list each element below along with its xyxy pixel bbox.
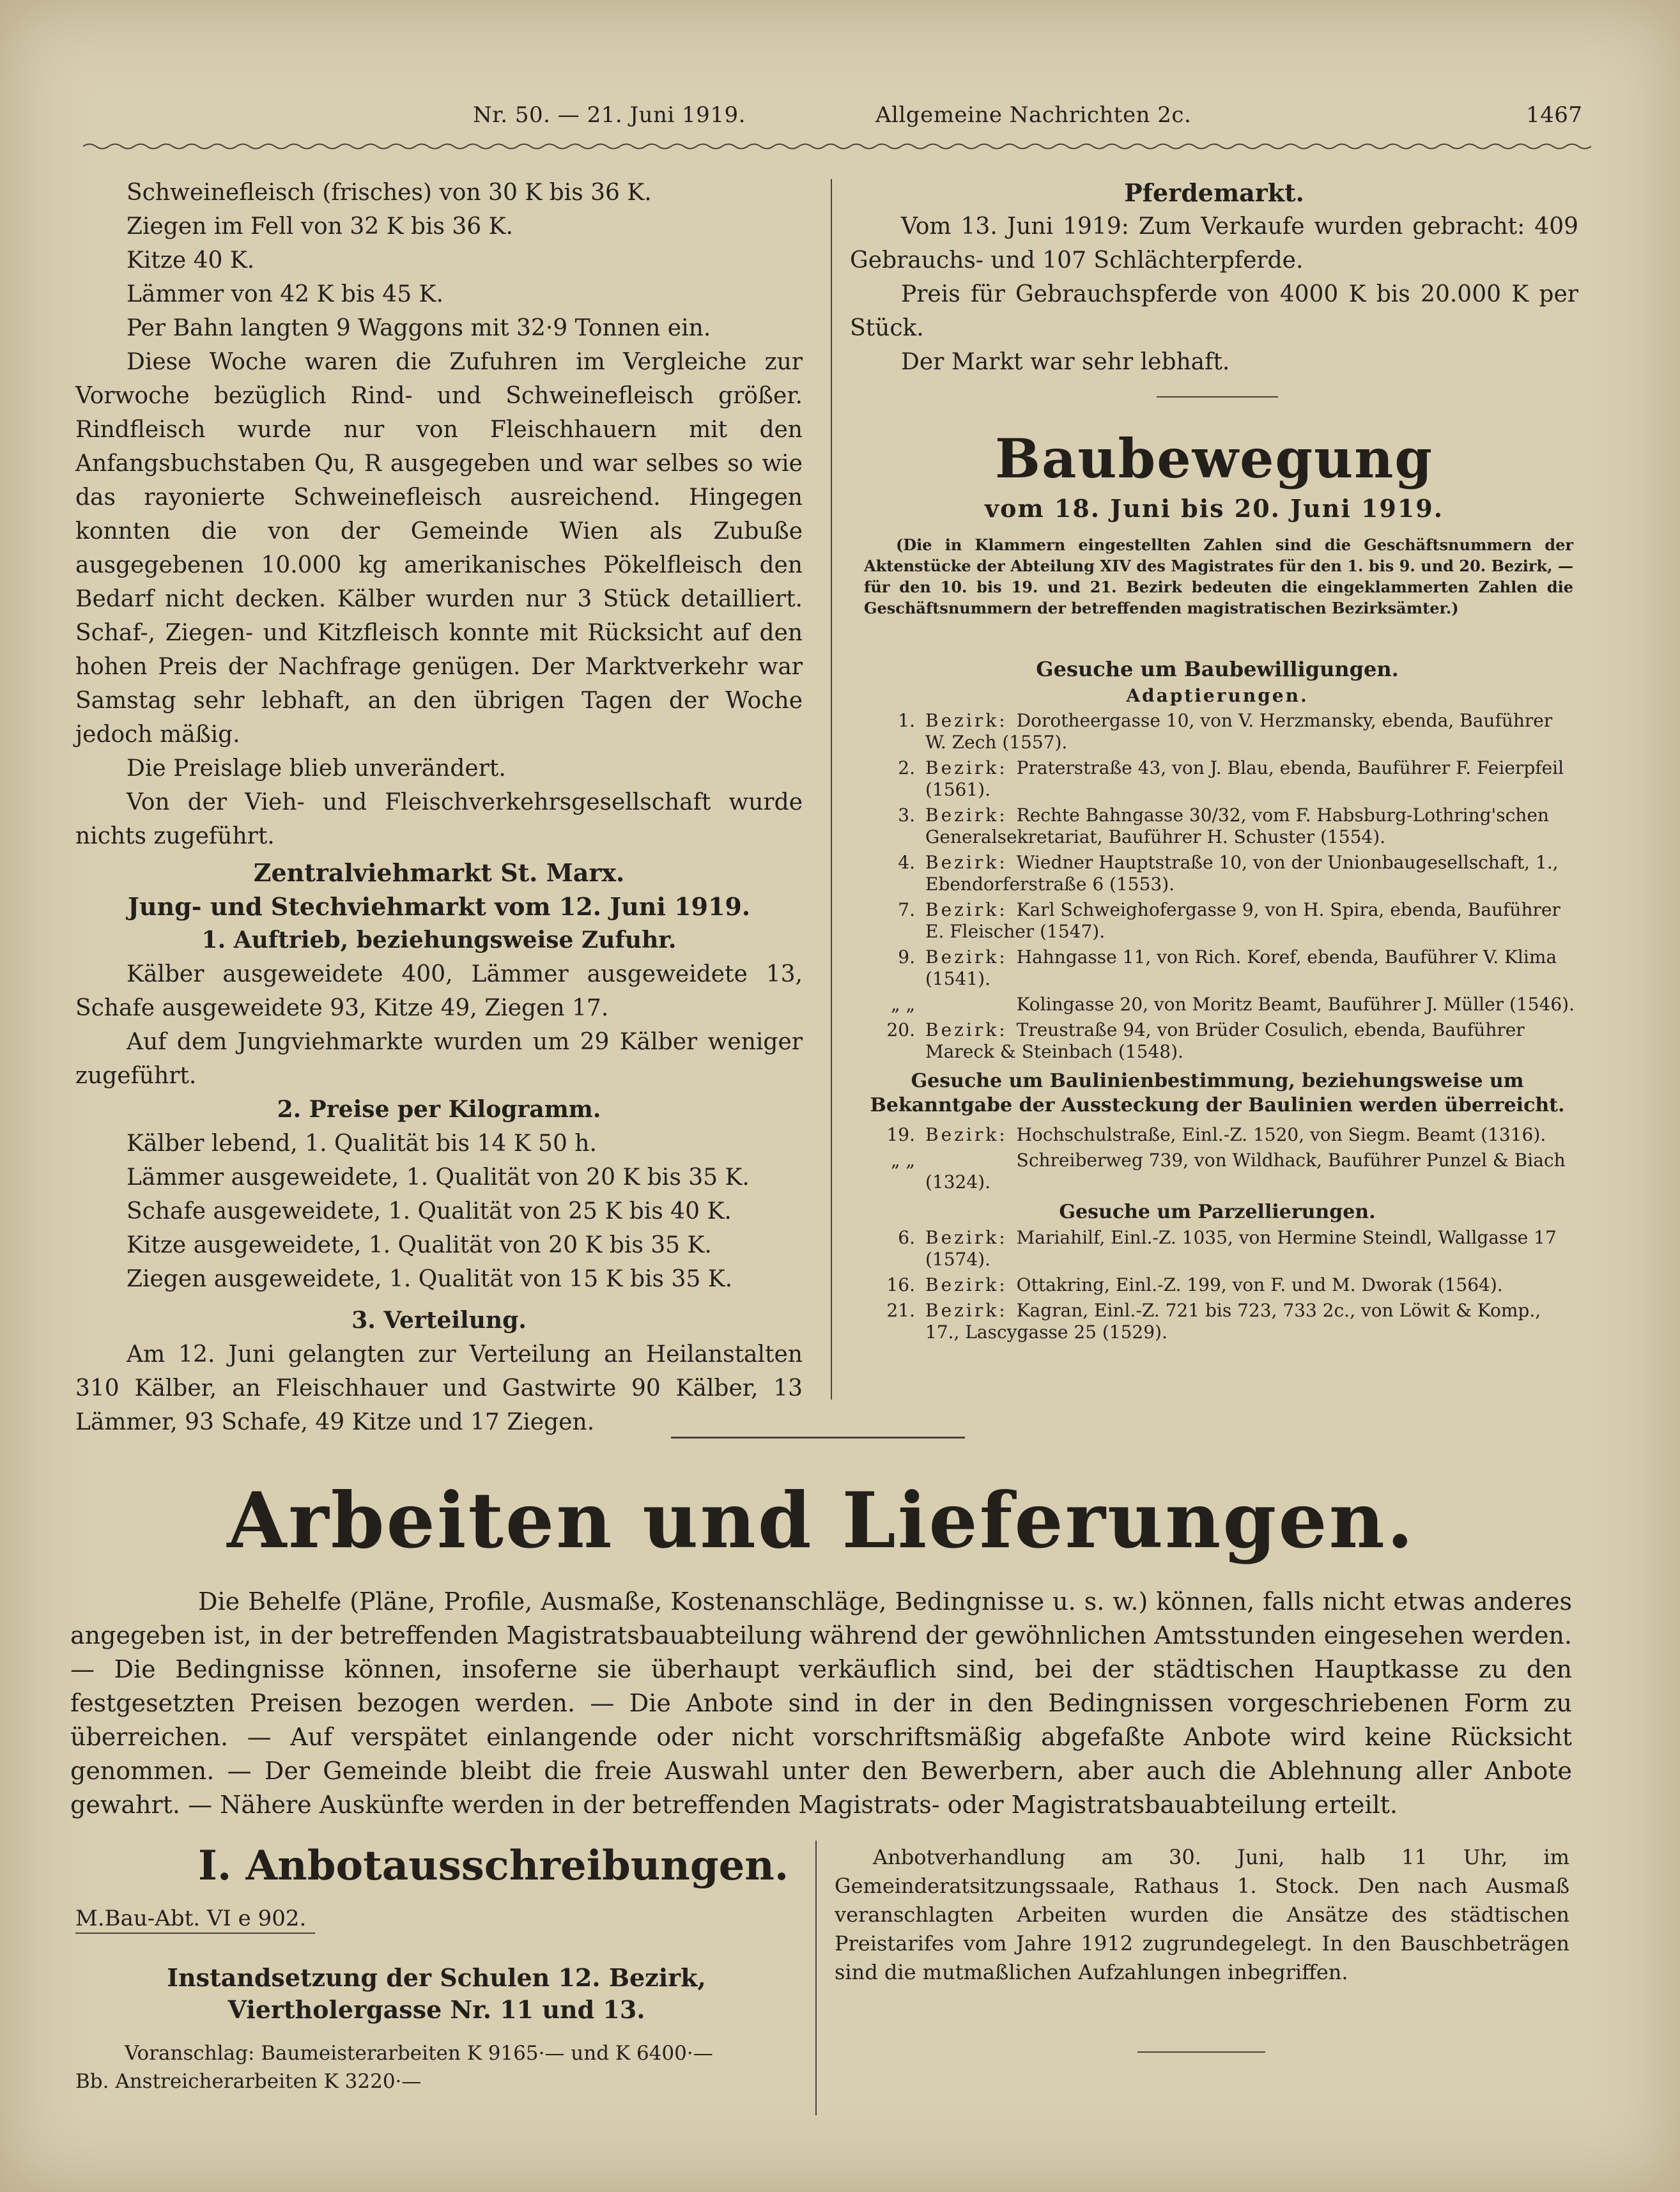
district-number: 6. [898, 1227, 915, 1248]
district-number: 16. [886, 1274, 915, 1295]
list-item [856, 1227, 1578, 1270]
list-item [856, 1150, 1578, 1193]
district-label: Bezirk: [925, 757, 1008, 778]
heading-gesuche-bau: Gesuche um Baubewilligungen. [1036, 657, 1399, 681]
market-line: Ziegen im Fell von 32 K bis 36 K. [127, 213, 513, 240]
right-column-pferdemarkt [850, 176, 1578, 379]
district-number: 2. [898, 757, 915, 778]
district-number: 3. [898, 805, 915, 826]
ditto-mark: „ „ [891, 994, 915, 1015]
heading-baulinien: Gesuche um Baulinienbestimmung, beziehungsweise um Bekanntgabe der Aussteckung der Baulinien werden überreicht. [870, 1070, 1565, 1116]
issue-line: Nr. 50. — 21. Juni 1919. [473, 102, 746, 128]
list-item [856, 994, 1578, 1015]
heading-instandsetzung: Instandsetzung der Schulen 12. Bezirk, Viertholergasse Nr. 11 und 13. [167, 1963, 706, 2024]
paragraph-verteilung: Am 12. Juni gelangten zur Verteilung an Heilanstalten 310 Kälber, an Fleischhauer und Gastwirte 90 Kälber, 13 Lämmer, 93 Schafe, 49 Kitze und 17 Ziegen. [75, 1341, 803, 1435]
paragraph-jungvieh: Auf dem Jungviehmarkte wurden um 29 Kälber weniger zugeführt. [75, 1029, 803, 1089]
district-label: Bezirk: [925, 1227, 1008, 1248]
section-title: Allgemeine Nachrichten 2c. [875, 102, 1192, 128]
list-item [856, 1300, 1578, 1343]
list-item [856, 757, 1578, 801]
list-item [856, 805, 1578, 848]
heading-zentralviehmarkt: Zentralviehmarkt St. Marx. [253, 858, 625, 887]
list-item [856, 1124, 1578, 1146]
price-line: Ziegen ausgeweidete, 1. Qualität von 15 K bis 35 K. [127, 1266, 733, 1292]
entry-text: Karl Schweighofergasse 9, von H. Spira, ebenda, Bauführer E. Fleischer (1547). [925, 899, 1561, 942]
column-divider-bottom [815, 1841, 817, 2115]
market-line: Per Bahn langten 9 Waggons mit 32·9 Tonnen ein. [127, 315, 711, 341]
district-label: Bezirk: [925, 852, 1008, 873]
ditto-mark: „ „ [891, 1150, 915, 1171]
price-line: Schafe ausgeweidete, 1. Qualität von 25 K bis 40 K. [127, 1198, 732, 1224]
market-line: Schweinefleisch (frisches) von 30 K bis 36 K. [127, 180, 652, 206]
entry-text: Kolingasse 20, von Moritz Beamt, Bauführer J. Müller (1546). [1016, 994, 1575, 1015]
title-baubewegung: Baubewegung [994, 427, 1434, 490]
market-line: Lämmer von 42 K bis 45 K. [127, 281, 443, 307]
list-item [856, 899, 1578, 943]
baubewilligungen-list [856, 651, 1578, 1347]
list-item [856, 1019, 1578, 1063]
paragraph-pferdepreis: Preis für Gebrauchspferde von 4000 K bis 20.000 K per Stück. [850, 281, 1578, 341]
paragraph-gesellschaft: Von der Vieh- und Fleischverkehrsgesellschaft wurde nichts zugeführt. [75, 789, 803, 849]
price-line: Kälber lebend, 1. Qualität bis 14 K 50 h. [127, 1131, 597, 1157]
entry-text: Ottakring, Einl.-Z. 199, von F. und M. Dworak (1564). [1016, 1274, 1503, 1295]
price-line: Kitze ausgeweidete, 1. Qualität von 20 K bis 35 K. [127, 1232, 712, 1258]
entry-text: Hahngasse 11, von Rich. Koref, ebenda, Bauführer V. Klima (1541). [925, 946, 1557, 989]
short-rule [1157, 396, 1278, 397]
entry-text: Wiedner Hauptstraße 10, von der Unionbaugesellschaft, 1., Ebendorferstraße 6 (1553). [925, 852, 1559, 895]
district-label: Bezirk: [925, 1019, 1008, 1040]
district-number: 4. [898, 852, 915, 873]
district-number: 20. [886, 1019, 915, 1040]
entry-text: Praterstraße 43, von J. Blau, ebenda, Bauführer F. Feierpfeil (1561). [925, 757, 1564, 800]
paragraph-prices: Die Preislage blieb unverändert. [127, 755, 506, 782]
paragraph-pferde: Vom 13. Juni 1919: Zum Verkaufe wurden gebracht: 409 Gebrauchs- und 107 Schlächterpferde. [850, 213, 1578, 274]
short-rule-bottom [1137, 2051, 1265, 2053]
district-label: Bezirk: [925, 1300, 1008, 1321]
entry-text: Treustraße 94, von Brüder Cosulich, ebenda, Bauführer Mareck & Steinbach (1548). [925, 1019, 1525, 1062]
market-line: Kitze 40 K. [127, 247, 255, 274]
heading-pferdemarkt: Pferdemarkt. [1124, 178, 1304, 207]
voranschlag-line: Bb. Anstreicherarbeiten K 3220·— [75, 2070, 422, 2093]
list-item [856, 946, 1578, 990]
district-label: Bezirk: [925, 805, 1008, 826]
entry-text: Dorotheergasse 10, von V. Herzmansky, ebenda, Bauführer W. Zech (1557). [925, 710, 1553, 753]
district-label: Bezirk: [925, 1124, 1008, 1145]
paragraph-auftrieb: Kälber ausgeweidete 400, Lämmer ausgeweidete 13, Schafe ausgeweidete 93, Kitze 49, Ziegen 17. [75, 961, 803, 1021]
note-baubewegung: (Die in Klammern eingestellten Zahlen sind die Geschäftsnummern der Aktenstücke der Abteilung XIV des Magistrates für den 1. bis 9. und 20. Bezirk, — für den 10. bis 19. und 21. Bezirk bedeuten die eingeklammerten Zahlen die Geschäftsnummern der betreffenden magistratischen Bezirksämter.) [864, 536, 1573, 617]
district-label: Bezirk: [925, 1274, 1008, 1295]
entry-text: Hochschulstraße, Einl.-Z. 1520, von Siegm. Beamt (1316). [1016, 1124, 1546, 1145]
district-number: 9. [898, 946, 915, 968]
district-label: Bezirk: [925, 710, 1008, 731]
section-divider [671, 1437, 965, 1439]
entry-text: Kagran, Einl.-Z. 721 bis 723, 733 2c., von Löwit & Komp., 17., Lascygasse 25 (1529). [925, 1300, 1541, 1343]
entry-text: Mariahilf, Einl.-Z. 1035, von Hermine Steindl, Wallgasse 17 (1574). [925, 1227, 1557, 1270]
column-divider-top [831, 179, 832, 1400]
price-line: Lämmer ausgeweidete, 1. Qualität von 20 K bis 35 K. [127, 1164, 750, 1191]
list-item [856, 852, 1578, 895]
paragraph-behelfe: Die Behelfe (Pläne, Profile, Ausmaße, Kostenanschläge, Bedingnisse u. s. w.) können, falls nicht etwas anderes angegeben ist, in der betreffenden Magistratsbauabteilung während der gewöhnlichen Amtsstunden eingesehen werden. — Die Bedingnisse können, insoferne sie überhaupt verkäuflich sind, bei der städtischen Hauptkasse zu den festgesetzten Preisen bezogen werden. — Die Anbote sind in der in den Bedingnissen vorgeschriebenen Form zu überreichen. — Auf verspätet einlangende oder nicht vorschriftsmäßig abgefaßte Anbote wird keine Rücksicht genommen. — Der Gemeinde bleibt die freie Auswahl unter den Bewerbern, aber auch die Ablehnung aller Anbote gewahrt. — Nähere Auskünfte werden in der betreffenden Magistrats- oder Magistratsbauabteilung erteilt. [70, 1587, 1572, 1819]
district-number: 21. [886, 1300, 915, 1321]
list-item [856, 1274, 1578, 1296]
reference-number: M.Bau-Abt. VI e 902. [75, 1904, 315, 1934]
heading-anbotausschreibungen: I. Anbotausschreibungen. [198, 1842, 789, 1890]
page-number: 1467 [1526, 102, 1583, 128]
header-rule [83, 142, 1591, 151]
heading-adaptierungen: Adaptierungen. [1126, 685, 1309, 706]
district-number: 19. [886, 1124, 915, 1145]
entry-text: Rechte Bahngasse 30/32, vom F. Habsburg-Lothring'schen Generalsekretariat, Bauführer H. Schuster (1554). [925, 805, 1549, 847]
district-label: Bezirk: [925, 946, 1008, 968]
district-label: Bezirk: [925, 899, 1008, 920]
subtitle-baubewegung: vom 18. Juni bis 20. Juni 1919. [985, 494, 1444, 523]
district-number: 1. [898, 710, 915, 731]
heading-parzellierungen: Gesuche um Parzellierungen. [1059, 1201, 1376, 1223]
entry-text: Schreiberweg 739, von Wildhack, Bauführer Punzel & Biach (1324). [925, 1150, 1566, 1192]
paragraph-anbotverhandlung: Anbotverhandlung am 30. Juni, halb 11 Uhr, im Gemeinderatsitzungssaale, Rathaus 1. Stock. Den nach Ausmaß veranschlagten Arbeiten wurden die Ansätze des städtischen Preistarifes vom Jahre 1912 zugrundegelegt. In den Bauschbeträgen sind die mutmaßlichen Aufzahlungen inbegriffen. [835, 1845, 1569, 1984]
paragraph-week: Diese Woche waren die Zufuhren im Vergleiche zur Vorwoche bezüglich Rind- und Schweinefleisch größer. Rindfleisch wurde nur von Fleischhauern mit den Anfangsbuchstaben Qu, R ausgegeben und war selbes so wie das rayonierte Schweinefleisch ausreichend. Hingegen konnten die von der Gemeinde Wien als Zubuße ausgegebenen 10.000 kg amerikanisches Pökelfleisch den Bedarf nicht decken. Kälber wurden nur 3 Stück detailliert. Schaf-, Ziegen- und Kitzfleisch konnte mit Rücksicht auf den hohen Preis der Nachfrage genügen. Der Marktverkehr war Samstag sehr lebhaft, an den übrigen Tagen der Woche jedoch mäßig. [75, 349, 803, 748]
heading-preise: 2. Preise per Kilogramm. [277, 1096, 601, 1123]
list-item [856, 710, 1578, 753]
heading-jungviehmarkt: Jung- und Stechviehmarkt vom 12. Juni 1919. [127, 892, 751, 921]
district-number: 7. [898, 899, 915, 920]
voranschlag-line: Voranschlag: Baumeisterarbeiten K 9165·— und K 6400·— [125, 2042, 713, 2065]
paragraph-markt: Der Markt war sehr lebhaft. [901, 349, 1230, 375]
title-arbeiten: Arbeiten und Lieferungen. [227, 1476, 1415, 1566]
heading-auftrieb: 1. Auftrieb, beziehungsweise Zufuhr. [201, 927, 677, 953]
left-column [75, 176, 803, 1439]
heading-verteilung: 3. Verteilung. [351, 1307, 527, 1334]
